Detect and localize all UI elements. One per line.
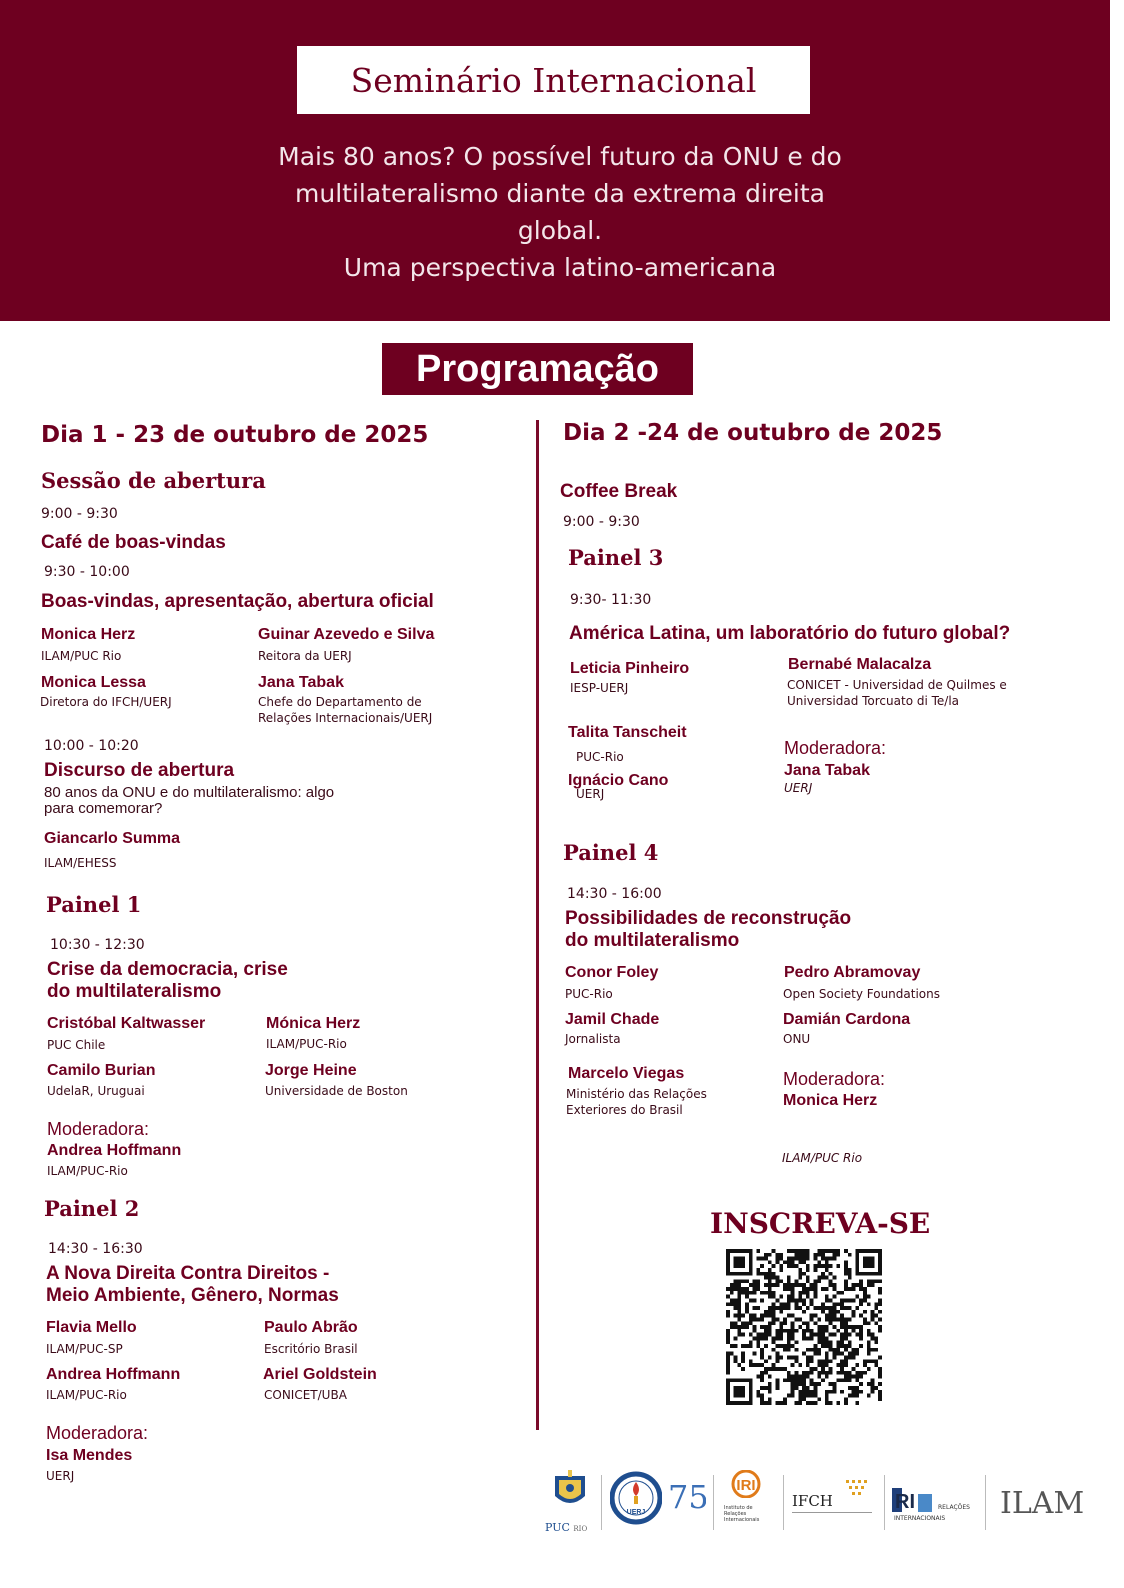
painel1-title: Painel 1 [46, 892, 142, 917]
speaker-affiliation: Diretora do IFCH/UERJ [40, 695, 172, 709]
speaker-name: Leticia Pinheiro [570, 660, 690, 677]
moderator-name: Monica Herz [783, 1092, 878, 1109]
painel3-title: Painel 3 [568, 545, 664, 570]
column-divider [536, 420, 539, 1430]
logo-divider [601, 1475, 602, 1530]
day2-heading: Dia 2 -24 de outubro de 2025 [563, 420, 943, 446]
ri-text: RI [895, 1491, 915, 1513]
speaker-affiliation: ILAM/PUC-Rio [46, 1388, 127, 1402]
ifch-rule [792, 1512, 872, 1513]
moderator-label: Moderadora: [47, 1119, 150, 1139]
speaker-name: Talita Tanscheit [568, 724, 687, 741]
speaker-name: Conor Foley [565, 964, 659, 981]
abertura-topic-1: Café de boas-vindas [41, 532, 226, 553]
speaker-affiliation: Universidade de Boston [265, 1084, 408, 1098]
moderator-name: Jana Tabak [784, 762, 870, 779]
speaker-affiliation: ILAM/PUC-SP [46, 1342, 123, 1356]
puc-label: PUC [545, 1521, 570, 1534]
speaker-name: Camilo Burian [47, 1062, 156, 1079]
speaker-affiliation: Universidad Torcuato di Te/la [787, 694, 960, 708]
moderator-label: Moderadora: [783, 1069, 886, 1089]
ri-sublabel: RELAÇÕES [938, 1504, 970, 1511]
speaker-affiliation: Exteriores do Brasil [566, 1103, 683, 1117]
ifch-dots-icon [844, 1478, 870, 1498]
speaker-affiliation: ILAM/PUC Rio [41, 649, 122, 663]
speaker-name: Mónica Herz [266, 1015, 361, 1032]
subtitle-line: global. [517, 216, 603, 245]
speaker-affiliation: Relações Internacionais/UERJ [258, 711, 433, 725]
ifch-text: IFCH [792, 1492, 833, 1510]
moderator-affiliation: UERJ [784, 781, 813, 795]
speaker-affiliation: Ministério das Relações [566, 1087, 707, 1101]
painel4-topic: Possibilidades de reconstrução [565, 908, 852, 929]
ri-icon [892, 1484, 934, 1518]
painel2-title: Painel 2 [44, 1196, 140, 1221]
speaker-affiliation: ONU [783, 1032, 811, 1046]
speaker-affiliation: IESP-UERJ [570, 681, 629, 695]
seventy-five-text: 75 [668, 1478, 706, 1516]
header-banner [0, 0, 1110, 321]
uerj-logo [610, 1470, 662, 1530]
iri-logo [724, 1470, 776, 1530]
speaker-affiliation: PUC Chile [47, 1038, 106, 1052]
painel1-time: 10:30 - 12:30 [50, 937, 145, 953]
speaker-name: Giancarlo Summa [44, 830, 181, 847]
speaker-name: Jana Tabak [258, 674, 344, 691]
speaker-affiliation: UdelaR, Uruguai [47, 1084, 145, 1098]
ilam-logo [998, 1470, 1098, 1530]
abertura-time-3: 10:00 - 10:20 [44, 738, 139, 754]
ri-sublabel: INTERNACIONAIS [894, 1515, 946, 1522]
speaker-affiliation: CONICET - Universidad de Quilmes e [787, 678, 1007, 692]
puc-sublabel: RIO [573, 1525, 588, 1533]
uerj-seal-text: UERJ [626, 1509, 646, 1516]
speaker-affiliation: CONICET/UBA [264, 1388, 347, 1402]
coffee-break: Coffee Break [560, 481, 678, 502]
seminar-subtitle [210, 138, 910, 286]
speaker-name: Cristóbal Kaltwasser [47, 1015, 206, 1032]
puc-rio-logo [545, 1470, 595, 1534]
speaker-name: Monica Lessa [41, 674, 146, 691]
speaker-name: Flavia Mello [46, 1319, 137, 1336]
uerj-seal-icon [610, 1470, 662, 1526]
abertura-time-1: 9:00 - 9:30 [41, 506, 118, 522]
abertura-topic-2: Boas-vindas, apresentação, abertura oficial [41, 591, 434, 612]
moderator-affiliation: ILAM/PUC-Rio [47, 1164, 128, 1178]
painel4-time: 14:30 - 16:00 [567, 886, 662, 902]
inscreva-heading: INSCREVA-SE [710, 1207, 931, 1240]
speaker-affiliation: ILAM/PUC-Rio [266, 1037, 347, 1051]
puc-crest-icon [545, 1470, 595, 1514]
subtitle-line: multilateralismo diante da extrema direita [295, 179, 825, 208]
painel3-topic: América Latina, um laboratório do futuro global? [569, 623, 1011, 644]
qr-code[interactable] [726, 1249, 882, 1405]
moderator-name: Andrea Hoffmann [47, 1142, 182, 1159]
painel4-topic: do multilateralismo [565, 930, 740, 951]
moderator-label: Moderadora: [46, 1423, 149, 1443]
speaker-name: Ariel Goldstein [263, 1366, 377, 1383]
painel1-topic: do multilateralismo [47, 981, 222, 1002]
logo-divider [985, 1475, 986, 1530]
iri-sublabel: Instituto de [724, 1505, 753, 1511]
painel3-time: 9:30- 11:30 [570, 592, 652, 608]
abertura-title: Sessão de abertura [41, 468, 266, 493]
speaker-affiliation: UERJ [576, 787, 605, 801]
speaker-name: Paulo Abrão [264, 1319, 358, 1336]
speaker-name: Damián Cardona [783, 1011, 911, 1028]
speaker-affiliation: Jornalista [565, 1032, 621, 1046]
programacao-heading-box [382, 343, 693, 395]
painel1-topic: Crise da democracia, crise [47, 959, 288, 980]
speaker-affiliation: Escritório Brasil [264, 1342, 358, 1356]
abertura-description: 80 anos da ONU e do multilateralismo: algo [44, 784, 335, 801]
speaker-name: Monica Herz [41, 626, 136, 643]
speaker-name: Jamil Chade [565, 1011, 660, 1028]
seminar-title: Seminário Internacional [350, 60, 757, 100]
moderator-name: Isa Mendes [46, 1447, 133, 1464]
speaker-name: Andrea Hoffmann [46, 1366, 181, 1383]
iri-icon [724, 1470, 768, 1498]
speaker-affiliation: PUC-Rio [565, 987, 613, 1001]
ilam-text: ILAM [1000, 1486, 1085, 1521]
painel2-topic: A Nova Direita Contra Direitos - [46, 1263, 330, 1284]
speaker-name: Ignácio Cano [568, 772, 669, 789]
speaker-affiliation: PUC-Rio [576, 750, 624, 764]
painel2-topic: Meio Ambiente, Gênero, Normas [46, 1285, 339, 1306]
logo-divider [884, 1475, 885, 1530]
programacao-heading: Programação [416, 347, 659, 390]
seventy-five-logo [666, 1470, 706, 1530]
coffee-time: 9:00 - 9:30 [563, 514, 640, 530]
painel2-time: 14:30 - 16:30 [48, 1241, 143, 1257]
moderator-affiliation: ILAM/PUC Rio [782, 1151, 863, 1165]
speaker-name: Guinar Azevedo e Silva [258, 626, 435, 643]
seventy-five-icon [666, 1470, 706, 1520]
abertura-description: para comemorar? [44, 800, 163, 817]
day1-heading: Dia 1 - 23 de outubro de 2025 [41, 422, 429, 448]
painel4-title: Painel 4 [563, 840, 659, 865]
speaker-name: Marcelo Viegas [568, 1065, 685, 1082]
subtitle-line: Uma perspectiva latino-americana [343, 253, 777, 282]
iri-sublabel: Relações [724, 1511, 747, 1517]
ifch-logo [792, 1470, 876, 1530]
iri-text: IRI [736, 1477, 756, 1494]
iri-sublabel: Internacionais [724, 1517, 760, 1523]
title-box [297, 46, 810, 114]
logo-divider [783, 1475, 784, 1530]
abertura-topic-3: Discurso de abertura [44, 760, 235, 781]
subtitle-line: Mais 80 anos? O possível futuro da ONU e do [278, 142, 842, 171]
speaker-name: Bernabé Malacalza [788, 656, 932, 673]
logo-divider [713, 1475, 714, 1530]
abertura-time-2: 9:30 - 10:00 [44, 564, 130, 580]
speaker-name: Pedro Abramovay [784, 964, 921, 981]
speaker-name: Jorge Heine [265, 1062, 357, 1079]
speaker-affiliation: Chefe do Departamento de [258, 695, 422, 709]
moderator-affiliation: UERJ [46, 1469, 75, 1483]
speaker-affiliation: ILAM/EHESS [44, 856, 117, 870]
speaker-affiliation: Reitora da UERJ [258, 649, 352, 663]
speaker-affiliation: Open Society Foundations [783, 987, 940, 1001]
moderator-label: Moderadora: [784, 738, 887, 758]
ri-logo [892, 1470, 974, 1530]
